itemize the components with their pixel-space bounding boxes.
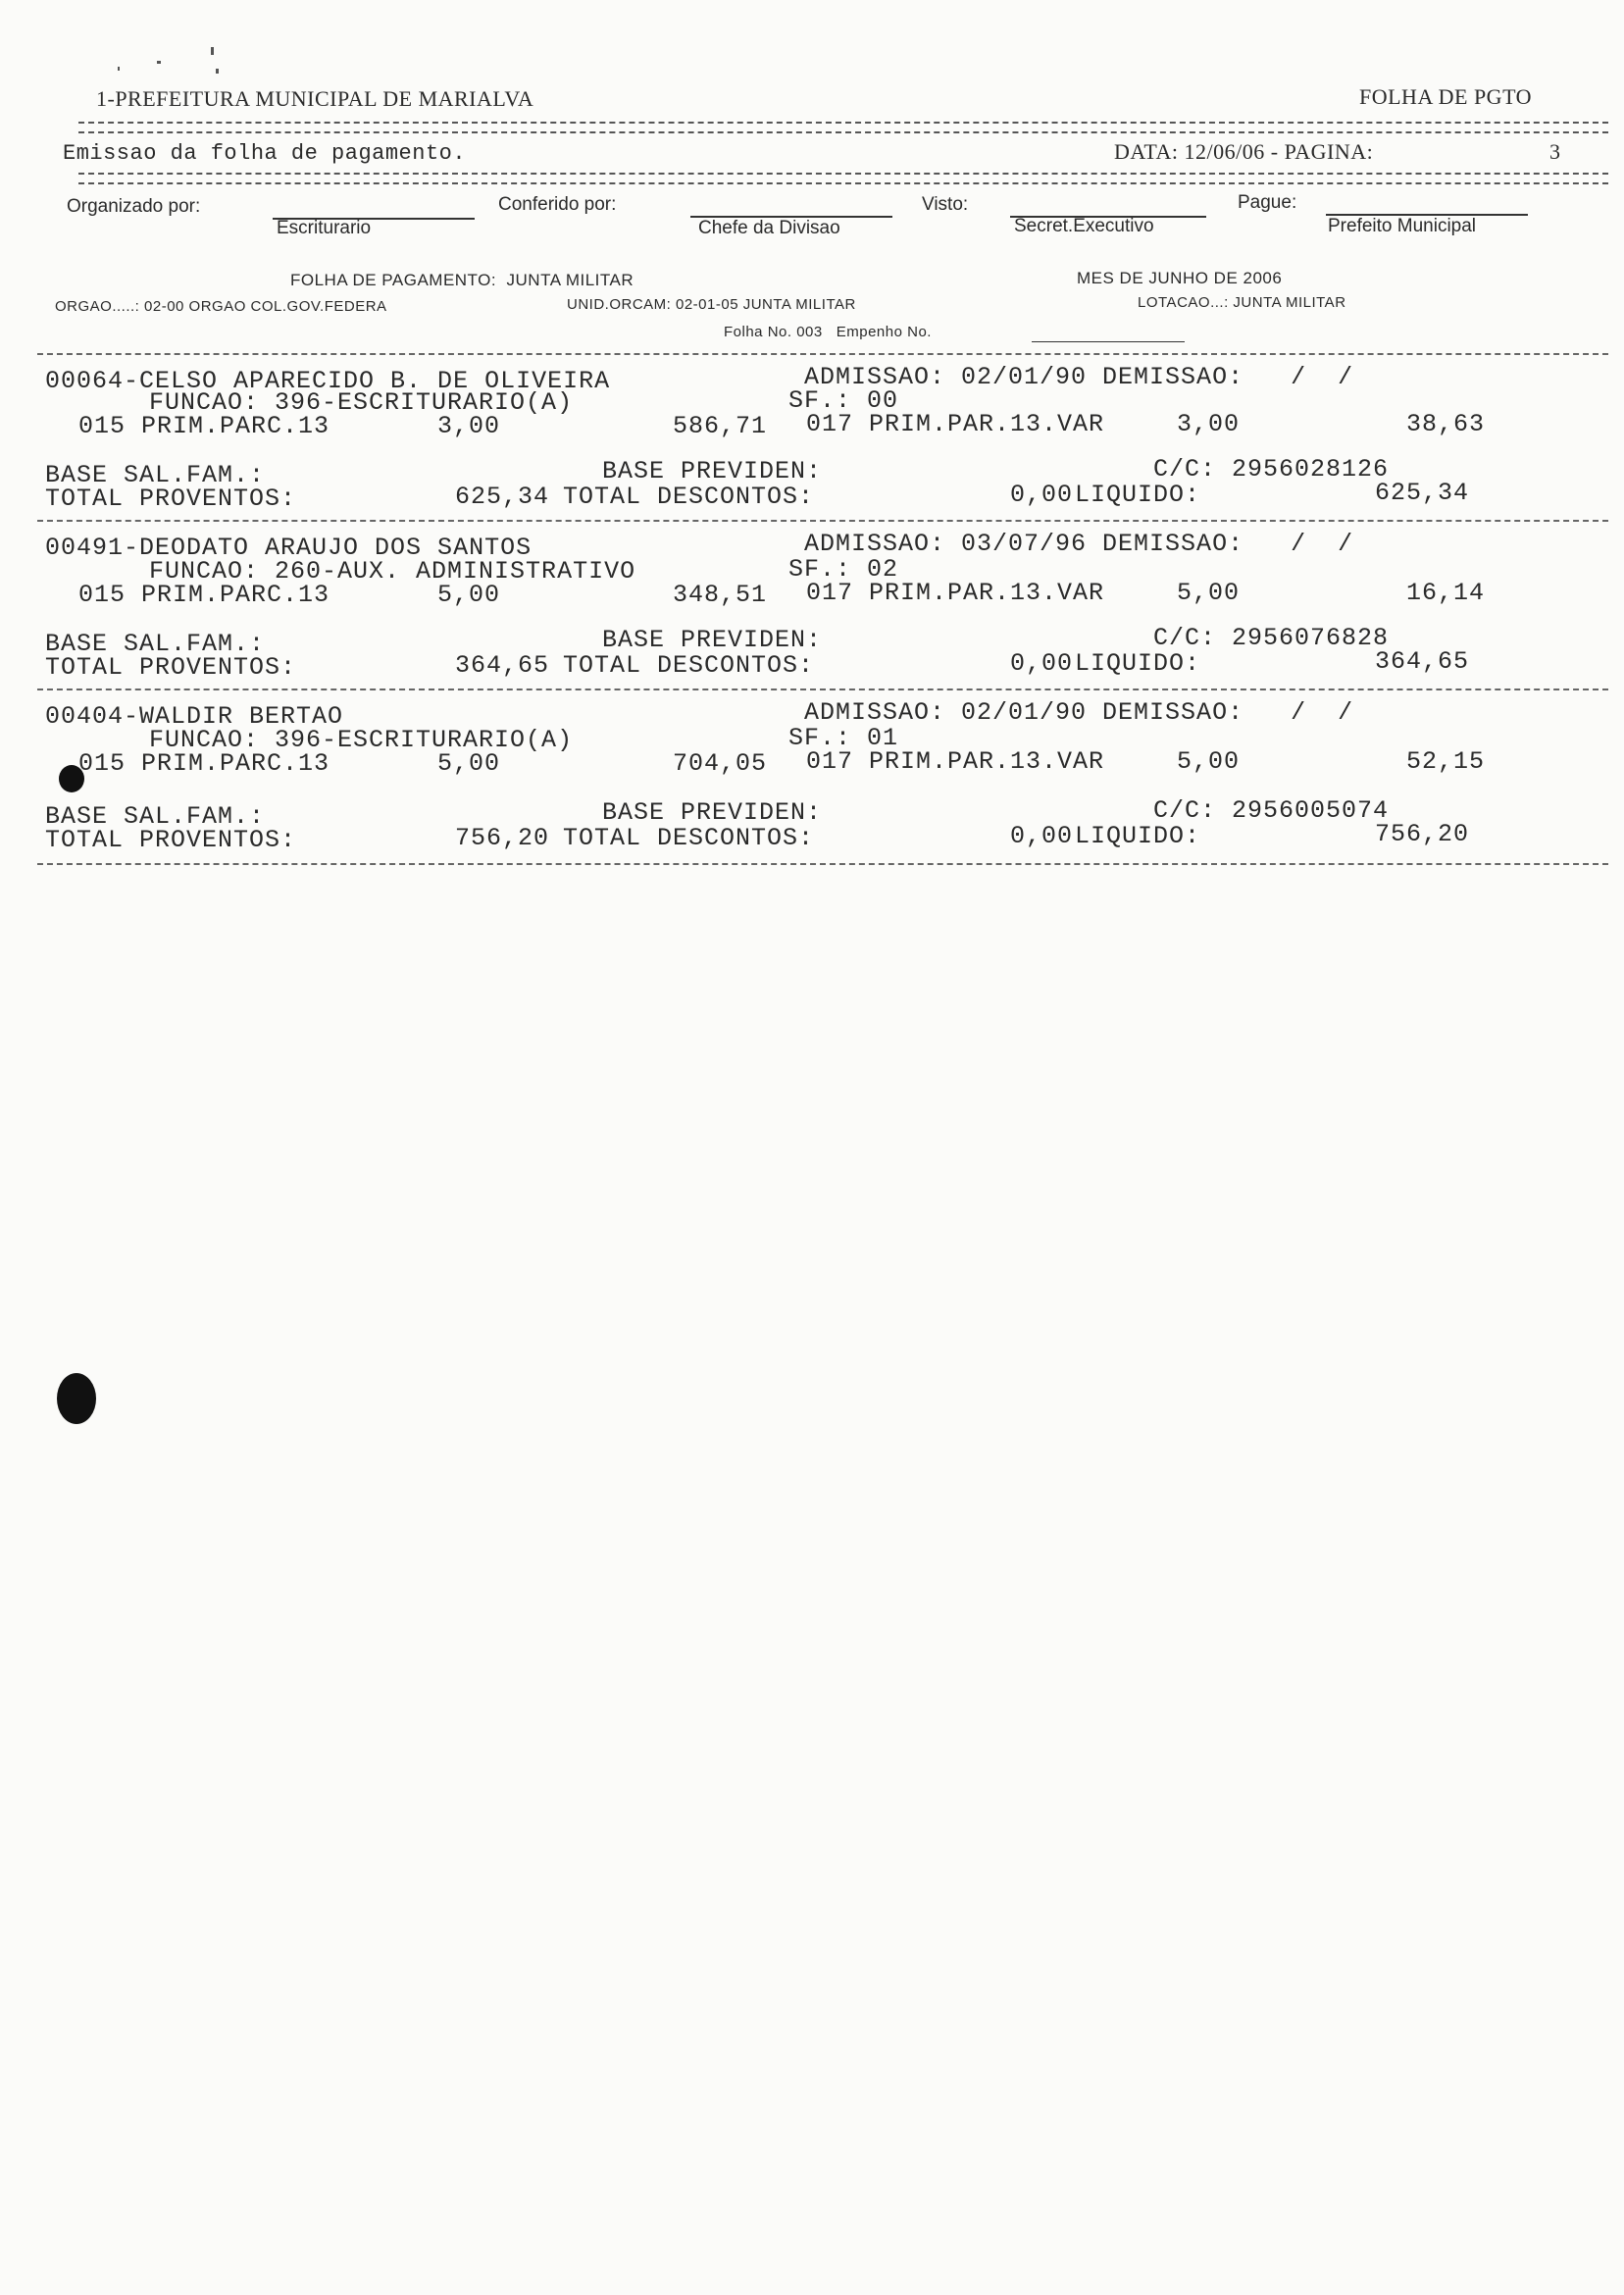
lotacao-label: LOTACAO...: JUNTA MILITAR bbox=[1138, 294, 1346, 311]
employee-name: 00404-WALDIR BERTAO bbox=[45, 702, 344, 731]
empenho-line bbox=[1032, 341, 1185, 342]
dashed-divider bbox=[37, 863, 1608, 865]
scan-speck bbox=[211, 47, 214, 55]
folha-number: Folha No. 003 Empenho No. bbox=[724, 324, 932, 340]
conta-corrente: C/C: 2956028126 bbox=[1153, 455, 1390, 484]
item-quantity: 5,00 bbox=[1177, 579, 1241, 607]
total-proventos: 756,20 bbox=[455, 824, 550, 852]
employee-name: 00491-DEODATO ARAUJO DOS SANTOS bbox=[45, 534, 533, 562]
conferido-label: Conferido por: bbox=[498, 194, 617, 215]
dashed-divider bbox=[37, 688, 1608, 690]
double-rule bbox=[78, 122, 1608, 133]
total-descontos-label: TOTAL DESCONTOS: bbox=[563, 651, 815, 680]
unid-orcam-label: UNID.ORCAM: 02-01-05 JUNTA MILITAR bbox=[567, 296, 856, 313]
page-number: 3 bbox=[1549, 139, 1561, 164]
employee-name: 00064-CELSO APARECIDO B. DE OLIVEIRA bbox=[45, 367, 611, 395]
item-quantity: 3,00 bbox=[437, 412, 501, 440]
liquido: 625,34 bbox=[1375, 479, 1470, 507]
chefe-caption: Chefe da Divisao bbox=[698, 218, 840, 238]
base-sal-fam: BASE SAL.FAM.: bbox=[45, 461, 266, 489]
total-descontos-label: TOTAL DESCONTOS: bbox=[563, 824, 815, 852]
admissao-info: ADMISSAO: 02/01/90 DEMISSAO: / / bbox=[804, 363, 1354, 391]
item-description: 015 PRIM.PARC.13 bbox=[78, 581, 330, 609]
doc-type: FOLHA DE PGTO bbox=[1359, 84, 1533, 109]
base-sal-fam: BASE SAL.FAM.: bbox=[45, 802, 266, 831]
funcao-info: FUNCAO: 396-ESCRITURARIO(A) bbox=[149, 726, 574, 754]
scan-speck bbox=[157, 61, 161, 64]
item-value: 16,14 bbox=[1406, 579, 1486, 607]
sf-info: SF.: 00 bbox=[788, 386, 899, 415]
item-description: 017 PRIM.PAR.13.VAR bbox=[806, 579, 1105, 607]
total-descontos: 0,00 bbox=[1010, 822, 1074, 850]
base-previden: BASE PREVIDEN: bbox=[602, 457, 823, 485]
prefeito-caption: Prefeito Municipal bbox=[1328, 216, 1477, 236]
item-quantity: 5,00 bbox=[437, 581, 501, 609]
total-proventos: 364,65 bbox=[455, 651, 550, 680]
item-description: 017 PRIM.PAR.13.VAR bbox=[806, 410, 1105, 438]
sf-info: SF.: 01 bbox=[788, 724, 899, 752]
admissao-info: ADMISSAO: 03/07/96 DEMISSAO: / / bbox=[804, 530, 1354, 558]
conta-corrente: C/C: 2956076828 bbox=[1153, 624, 1390, 652]
conta-corrente: C/C: 2956005074 bbox=[1153, 796, 1390, 825]
base-previden: BASE PREVIDEN: bbox=[602, 798, 823, 827]
total-descontos: 0,00 bbox=[1010, 481, 1074, 509]
funcao-info: FUNCAO: 396-ESCRITURARIO(A) bbox=[149, 388, 574, 417]
org-title: 1-PREFEITURA MUNICIPAL DE MARIALVA bbox=[96, 86, 534, 111]
liquido-label: LIQUIDO: bbox=[1075, 822, 1201, 850]
double-rule bbox=[78, 173, 1608, 184]
admissao-info: ADMISSAO: 02/01/90 DEMISSAO: / / bbox=[804, 698, 1354, 727]
total-proventos-label: TOTAL PROVENTOS: bbox=[45, 484, 297, 513]
item-value: 52,15 bbox=[1406, 747, 1486, 776]
total-descontos-label: TOTAL DESCONTOS: bbox=[563, 483, 815, 511]
liquido: 756,20 bbox=[1375, 820, 1470, 848]
item-value: 704,05 bbox=[673, 749, 768, 778]
date-page: DATA: 12/06/06 - PAGINA: bbox=[1114, 139, 1374, 164]
total-proventos-label: TOTAL PROVENTOS: bbox=[45, 653, 297, 682]
visto-label: Visto: bbox=[922, 194, 969, 215]
secret-caption: Secret.Executivo bbox=[1014, 216, 1154, 236]
item-description: 017 PRIM.PAR.13.VAR bbox=[806, 747, 1105, 776]
item-value: 348,51 bbox=[673, 581, 768, 609]
item-description: 015 PRIM.PARC.13 bbox=[78, 412, 330, 440]
organizado-label: Organizado por: bbox=[67, 196, 201, 217]
base-sal-fam: BASE SAL.FAM.: bbox=[45, 630, 266, 658]
sf-info: SF.: 02 bbox=[788, 555, 899, 584]
folha-pagamento-label: FOLHA DE PAGAMENTO: JUNTA MILITAR bbox=[290, 271, 634, 289]
liquido: 364,65 bbox=[1375, 647, 1470, 676]
ink-blot bbox=[57, 1373, 96, 1424]
item-quantity: 5,00 bbox=[437, 749, 501, 778]
item-value: 38,63 bbox=[1406, 410, 1486, 438]
pague-label: Pague: bbox=[1238, 192, 1297, 213]
mes-label: MES DE JUNHO DE 2006 bbox=[1077, 269, 1283, 287]
report-subtitle: Emissao da folha de pagamento. bbox=[63, 141, 467, 166]
item-description: 015 PRIM.PARC.13 bbox=[78, 749, 330, 778]
liquido-label: LIQUIDO: bbox=[1075, 649, 1201, 678]
item-quantity: 3,00 bbox=[1177, 410, 1241, 438]
liquido-label: LIQUIDO: bbox=[1075, 481, 1201, 509]
total-proventos: 625,34 bbox=[455, 483, 550, 511]
escriturario-caption: Escriturario bbox=[277, 218, 372, 238]
dashed-divider bbox=[37, 353, 1608, 355]
total-proventos-label: TOTAL PROVENTOS: bbox=[45, 826, 297, 854]
item-quantity: 5,00 bbox=[1177, 747, 1241, 776]
item-value: 586,71 bbox=[673, 412, 768, 440]
scan-speck bbox=[216, 69, 219, 74]
funcao-info: FUNCAO: 260-AUX. ADMINISTRATIVO bbox=[149, 557, 636, 586]
base-previden: BASE PREVIDEN: bbox=[602, 626, 823, 654]
total-descontos: 0,00 bbox=[1010, 649, 1074, 678]
scan-speck bbox=[118, 67, 120, 71]
dashed-divider bbox=[37, 520, 1608, 522]
orgao-label: ORGAO.....: 02-00 ORGAO COL.GOV.FEDERA bbox=[55, 298, 387, 315]
